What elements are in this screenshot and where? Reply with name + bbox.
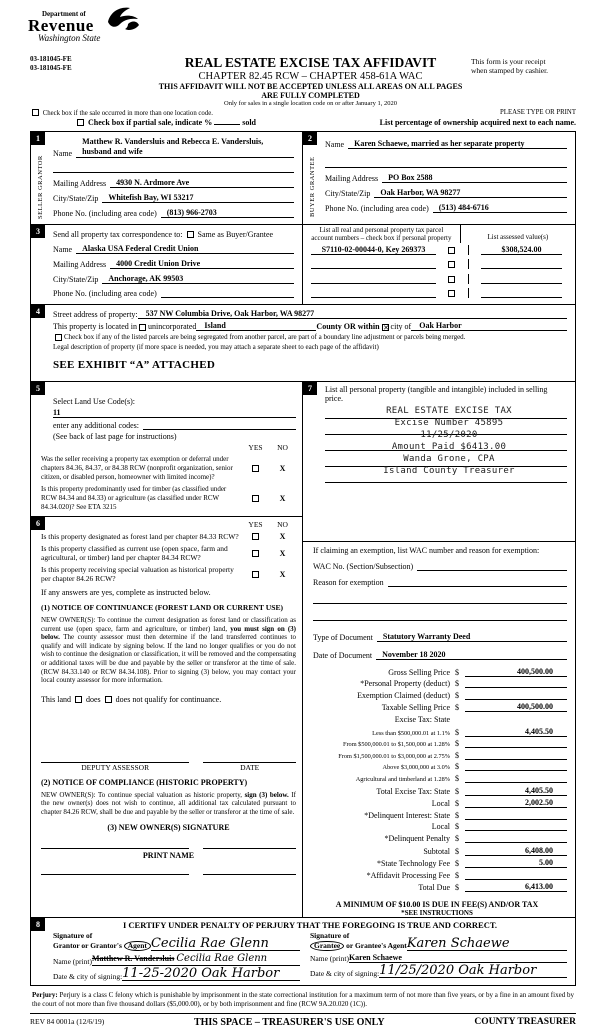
buyer-phone-label: Phone No. (including area code) xyxy=(325,204,429,213)
title-block xyxy=(150,55,471,107)
seller-extra-line[interactable] xyxy=(53,164,294,173)
section-buyer xyxy=(303,132,575,224)
stamp-line: Island County Treasurer xyxy=(383,466,515,476)
stamp-line: Amount Paid $6413.00 xyxy=(391,442,507,452)
yes-header: YES xyxy=(248,520,263,529)
stamp-line: Wanda Grone, CPA xyxy=(403,454,495,464)
money-row: Taxable Selling Price $ 400,500.00 xyxy=(307,702,567,712)
tier3-tax-field[interactable] xyxy=(465,751,567,760)
partial-sale-sold-label: sold xyxy=(242,118,257,127)
total-excise-state-field[interactable]: 4,405.50 xyxy=(465,786,567,796)
grantor-sig-label-2: Grantor or Grantor's xyxy=(53,940,122,950)
county-field[interactable]: Island xyxy=(196,321,316,331)
exemption-reason-line-2[interactable] xyxy=(313,595,567,604)
corr-address-label: Mailing Address xyxy=(53,260,107,269)
money-row: Total Due $ 6,413.00 xyxy=(307,882,567,892)
s6-q1-yes-checkbox[interactable] xyxy=(252,533,259,540)
grantee-circled: Grantee xyxy=(310,941,344,952)
parcel-row xyxy=(303,288,575,298)
right-column xyxy=(303,382,575,917)
section-8-badge: 8 xyxy=(31,918,45,931)
city-of-checkbox[interactable] xyxy=(382,324,389,331)
section-property-location xyxy=(31,304,575,381)
no-header: NO xyxy=(277,443,288,452)
date-label: DATE xyxy=(240,762,260,772)
stamp-line: 11/25/2020 xyxy=(420,430,478,440)
no-header: NO xyxy=(277,520,288,529)
form-number-1: 03-181045-FE xyxy=(30,55,72,63)
document-date-field[interactable]: November 18 2020 xyxy=(376,650,567,660)
grantor-date-handwriting: 11-25-2020 Oak Harbor xyxy=(122,966,280,982)
question-row xyxy=(41,544,296,562)
county-treasurer-label: COUNTY TREASURER xyxy=(474,1016,576,1027)
partial-sale-row xyxy=(0,117,600,129)
exemption-note: If claiming an exemption, list WAC number and reason for exemption: xyxy=(313,546,540,555)
land-use-select-label: Select Land Use Code(s): xyxy=(53,397,135,406)
question-row xyxy=(41,532,296,541)
wac-number-field[interactable] xyxy=(417,562,567,571)
parcel-number-field[interactable]: S7110-02-00044-0, Key 269373 xyxy=(311,245,436,255)
subtotal-field[interactable]: 6,408.00 xyxy=(465,846,567,856)
form-revision-number: REV 84 0001a (12/6/19) xyxy=(30,1016,105,1026)
corr-phone-label: Phone No. (including area code) xyxy=(53,289,157,298)
send-correspondence-label: Send all property tax correspondence to: xyxy=(53,230,183,239)
section-2-badge: 2 xyxy=(303,132,317,145)
corr-phone-field[interactable] xyxy=(161,289,294,298)
taxable-selling-price-field[interactable]: 400,500.00 xyxy=(465,702,567,712)
seller-csz-label: City/State/Zip xyxy=(53,194,99,203)
question-row xyxy=(41,485,296,512)
parcel-number-field[interactable] xyxy=(311,259,436,269)
partial-sale-checkbox[interactable] xyxy=(77,119,84,126)
dor-logo xyxy=(28,10,100,43)
only-note: Only for sales in a single location code on or after January 1, 2020 xyxy=(224,100,397,107)
section-tax-correspondence xyxy=(31,225,303,304)
notice-compliance-title: (2) NOTICE OF COMPLIANCE (HISTORIC PROPERTY) xyxy=(41,777,248,787)
does-not-label: does not qualify for continuance. xyxy=(115,694,222,704)
section-7-badge: 7 xyxy=(303,382,317,395)
print-name-label: PRINT NAME xyxy=(142,850,195,860)
segregated-checkbox[interactable] xyxy=(55,334,62,341)
s6-q2-yes-checkbox[interactable] xyxy=(252,550,259,557)
buyer-phone-field[interactable]: (513) 484-6716 xyxy=(433,203,567,213)
corr-name-field[interactable]: Alaska USA Federal Credit Union xyxy=(76,244,294,254)
grantor-date-line[interactable] xyxy=(122,968,300,981)
total-due-field[interactable]: 6,413.00 xyxy=(465,882,567,892)
delinquent-penalty-field[interactable] xyxy=(465,834,567,843)
grantee-signature-block xyxy=(310,930,567,981)
seller-address-label: Mailing Address xyxy=(53,179,107,188)
parcel-header-left: List all real and personal property tax parcel account numbers – check box if personal property xyxy=(303,225,461,243)
seller-name-field[interactable] xyxy=(76,137,294,158)
new-owner-signature-line-1[interactable] xyxy=(41,848,189,849)
section-1-badge: 1 xyxy=(31,132,45,145)
form-body xyxy=(30,131,576,986)
see-back-note: (See back of last page for instructions) xyxy=(53,432,177,441)
money-row: Subtotal $ 6,408.00 xyxy=(307,846,567,856)
grantee-date-line[interactable] xyxy=(379,965,567,978)
personal-property-label: List all personal property (tangible and intangible) included in selling price. xyxy=(325,385,548,403)
exemption-reason-label: Reason for exemption xyxy=(313,578,384,587)
s6-q1-text: Is this property designated as forest land per chapter 84.33 RCW? xyxy=(41,532,239,541)
buyer-extra-line[interactable] xyxy=(325,159,567,168)
left-column xyxy=(31,382,303,917)
this-land-label: This land xyxy=(41,694,71,704)
treasurer-stamp-area xyxy=(325,403,567,511)
see-instructions-note: *SEE INSTRUCTIONS xyxy=(401,909,473,918)
multi-location-label: Check box if the sale occurred in more than one location code. xyxy=(42,110,213,117)
exemption-reason-line-3[interactable] xyxy=(313,612,567,621)
seller-phone-field[interactable]: (813) 966-2703 xyxy=(161,208,294,218)
street-address-label: Street address of property: xyxy=(53,310,138,319)
buyer-csz-field[interactable]: Oak Harbor, WA 98277 xyxy=(374,188,567,198)
money-row: Gross Selling Price $ 400,500.00 xyxy=(307,667,567,677)
if-any-yes-note: If any answers are yes, complete as instructed below. xyxy=(41,588,211,597)
parcel-number-field[interactable] xyxy=(311,288,436,298)
notice-continuance-title: (1) NOTICE OF CONTINUANCE (FOREST LAND OR CURRENT USE) xyxy=(41,603,284,612)
receipt-note-line1: This form is your receipt xyxy=(471,57,546,66)
warning-text: THIS AFFIDAVIT WILL NOT BE ACCEPTED UNLESS ALL AREAS ON ALL PAGES ARE FULLY COMPLETED xyxy=(158,82,463,100)
money-row: Exemption Claimed (deduct) $ xyxy=(307,691,567,700)
grantee-date-label: Date & city of signing: xyxy=(310,968,380,978)
does-qualify-checkbox[interactable] xyxy=(75,696,82,703)
stamp-line: Excise Number 45895 xyxy=(394,418,504,428)
corr-address-field[interactable]: 4000 Credit Union Drive xyxy=(110,259,294,269)
money-row: Local $ 2,002.50 xyxy=(307,798,567,808)
agricultural-tax-field[interactable] xyxy=(465,774,567,783)
does-label: does xyxy=(86,694,101,704)
money-row: Above $3,000,000 at 3.0% $ xyxy=(307,762,567,771)
section-forest-land xyxy=(31,517,302,879)
money-row: *Personal Property (deduct) $ xyxy=(307,679,567,688)
buyer-name-field[interactable]: Karen Schaewe, married as her separate property xyxy=(348,139,567,149)
treasurer-use-only-label: THIS SPACE – TREASURER'S USE ONLY xyxy=(193,1016,385,1028)
section-seller xyxy=(31,132,303,224)
section-1-2 xyxy=(31,132,575,224)
s5-q1-text: Was the seller receiving a property tax exemption or deferral under chapters 84.36, 84.37, or 84.38 RCW (nonprofit organization, senior citizen, or disabled person, homeowner with limited income)? xyxy=(41,455,233,481)
deputy-assessor-label: DEPUTY ASSESSOR xyxy=(81,762,150,772)
personal-property-deduct-field[interactable] xyxy=(465,679,567,688)
section-personal-property xyxy=(303,382,575,542)
parcel-personal-checkbox[interactable] xyxy=(448,290,455,297)
assessed-value-field[interactable] xyxy=(481,288,563,298)
parcel-number-field[interactable] xyxy=(311,274,436,284)
parcel-personal-checkbox[interactable] xyxy=(448,247,455,254)
s6-q3-yes-checkbox[interactable] xyxy=(252,571,259,578)
page-title: REAL ESTATE EXCISE TAX AFFIDAVIT xyxy=(184,55,437,70)
grantee-signature-handwriting: Karen Schaewe xyxy=(406,936,510,952)
grantee-signature-line[interactable] xyxy=(407,938,567,951)
s6-q1-no-answer: X xyxy=(279,532,286,541)
tier4-tax-field[interactable] xyxy=(465,762,567,771)
section-4-badge: 4 xyxy=(31,305,45,318)
receipt-note-line2: when stamped by cashier. xyxy=(471,66,549,75)
buyer-address-field[interactable]: PO Box 2588 xyxy=(382,173,567,183)
grantor-signature-block xyxy=(53,930,310,981)
page-subtitle: CHAPTER 82.45 RCW – CHAPTER 458-61A WAC xyxy=(198,71,423,82)
document-type-field[interactable]: Statutory Warranty Deed xyxy=(377,632,567,642)
grantor-name-typed: Matthew R. Vandersluis xyxy=(91,954,175,964)
footer-row xyxy=(30,1017,576,1028)
exhibit-attached-text: SEE EXHIBIT “A” ATTACHED xyxy=(53,359,216,371)
assessed-value-field[interactable]: $308,524.00 xyxy=(481,245,563,255)
parcel-row xyxy=(303,274,575,284)
buyer-grantee-side-label: BUYER GRANTEE xyxy=(309,156,316,218)
does-not-qualify-checkbox[interactable] xyxy=(105,696,112,703)
money-row: From $1,500,000.01 to $3,000,000 at 2.75% $ xyxy=(307,751,567,760)
money-row: Less than $500,000.01 at 1.1% $ 4,405.50 xyxy=(307,727,567,737)
seller-grantor-side-label: SELLER GRANTOR xyxy=(37,155,44,219)
parcel-table xyxy=(303,225,575,304)
money-row: Total Excise Tax: State $ 4,405.50 xyxy=(307,786,567,796)
affidavit-processing-fee-field[interactable] xyxy=(465,871,567,880)
parcel-row xyxy=(303,245,575,255)
unincorporated-label: unincorporated xyxy=(147,322,197,331)
minimum-due-note: A MINIMUM OF $10.00 IS DUE IN FEE(S) AND/OR TAX xyxy=(335,900,539,910)
s6-q3-no-answer: X xyxy=(279,569,286,579)
excise-tax-state-header: Excise Tax: State xyxy=(394,714,450,724)
money-row: Agricultural and timberland at 1.28% $ xyxy=(307,774,567,783)
grantor-name-print-label: Name (print) xyxy=(53,956,92,966)
section-3-row xyxy=(31,224,575,304)
s5-q2-no-answer: X xyxy=(279,494,286,503)
same-as-buyer-checkbox[interactable] xyxy=(187,231,194,238)
grantor-name-handwriting: Cecilia Rae Glenn xyxy=(176,953,268,965)
exemption-reason-field[interactable] xyxy=(388,578,567,587)
grantor-date-label: Date & city of signing: xyxy=(53,971,123,981)
section-6-badge: 6 xyxy=(31,517,45,530)
assessed-value-field[interactable] xyxy=(481,274,563,284)
land-use-code-field[interactable]: 11 xyxy=(53,408,296,418)
please-type-label: PLEASE TYPE OR PRINT xyxy=(500,109,576,116)
perjury-bold: Perjury: xyxy=(32,991,58,1000)
buyer-csz-label: City/State/Zip xyxy=(325,189,371,198)
notice-continuance-paragraph: NEW OWNER(S): To continue the current designation as forest land or classification as current use (open space, farm and agriculture, or timber) land, you must sign on (3) below. The county assessor must then determine if the land transferred continues to qualify and will indicate by signing below. If the land no longer qualifies or you do not wish to continue the designation or classification, it will be removed and the compensating or additional taxes will be due and payable by the seller or transferor at the time of sale. (RCW 84.33.140 or RCW 84.34.108). Prior to signing (3) below, you may contact your local county assessor for more information. xyxy=(41,616,296,685)
wac-number-label: WAC No. (Section/Subsection) xyxy=(313,562,414,571)
grantee-date-handwriting: 11/25/2020 Oak Harbor xyxy=(379,963,537,979)
multi-location-row xyxy=(0,107,600,117)
form-numbers xyxy=(30,55,150,107)
state-technology-fee-field[interactable]: 5.00 xyxy=(465,858,567,868)
money-row: *Affidavit Processing Fee $ xyxy=(307,871,567,880)
partial-sale-percent-field[interactable] xyxy=(214,124,240,125)
buyer-address-label: Mailing Address xyxy=(325,174,379,183)
s5-q1-yes-checkbox[interactable] xyxy=(252,465,259,472)
multi-location-checkbox[interactable] xyxy=(32,109,39,116)
new-owner-signature-line-2[interactable] xyxy=(203,848,296,849)
grantor-signature-line[interactable] xyxy=(151,938,300,951)
dor-swoosh-icon xyxy=(106,6,140,34)
same-as-buyer-label: Same as Buyer/Grantee xyxy=(197,230,274,239)
document-date-label: Date of Document xyxy=(313,651,373,660)
receipt-note xyxy=(471,55,576,107)
street-address-field[interactable]: 537 NW Columbia Drive, Oak Harbor, WA 98277 xyxy=(138,309,567,319)
s6-q2-no-answer: X xyxy=(279,548,286,558)
partial-sale-label: Check box if partial sale, indicate % xyxy=(88,118,213,127)
section-land-use xyxy=(31,382,302,517)
logo-dept-text: Department of xyxy=(42,10,86,18)
money-row: *State Technology Fee $ 5.00 xyxy=(307,858,567,868)
assessed-value-field[interactable] xyxy=(481,259,563,269)
grantee-name-print-line[interactable] xyxy=(349,953,567,963)
corr-name-label: Name xyxy=(53,245,73,254)
notice-compliance-paragraph: NEW OWNER(S): To continue special valuation as historic property, sign (3) below. If the new owner(s) does not wish to continue, all additional tax calculated pursuant to chapter 84.26 RCW, shall be due and payable by the seller or transferor at the time of sale. xyxy=(41,790,296,816)
seller-name-line1: Matthew R. Vandersluis and Rebecca E. Vandersluis, xyxy=(82,137,264,146)
city-of-label: city of xyxy=(390,322,412,331)
seller-address-field[interactable]: 4930 N. Ardmore Ave xyxy=(110,178,294,188)
form-number-2: 03-181045-FE xyxy=(30,64,72,72)
grantor-signature-handwriting: Cecilia Rae Glenn xyxy=(150,936,269,952)
certify-statement: I CERTIFY UNDER PENALTY OF PERJURY THAT THE FOREGOING IS TRUE AND CORRECT. xyxy=(122,920,497,931)
parcel-header-right: List assessed value(s) xyxy=(487,233,549,241)
grantee-sig-label-1: Signature of xyxy=(310,931,350,941)
grantee-sig-label-2: or Grantee's Agent xyxy=(346,940,407,950)
excise-tax-stamp xyxy=(335,405,563,477)
s6-q2-text: Is this property classified as current use (open space, farm and agricultural, or timber) land per chapter 84.34 RCW? xyxy=(41,544,228,562)
corr-csz-field[interactable]: Anchorage, AK 99503 xyxy=(102,274,294,284)
s5-q1-no-answer: X xyxy=(279,464,286,473)
question-row xyxy=(41,565,296,583)
corr-csz-label: City/State/Zip xyxy=(53,275,99,284)
new-owner-signature-title: (3) NEW OWNER(S) SIGNATURE xyxy=(107,822,230,832)
segregated-label: Check box if any of the listed parcels are being segregated from another parcel, are part of a boundary line adjustment or parcels being merged. xyxy=(64,333,466,341)
continuance-qualify-row xyxy=(41,695,296,704)
additional-codes-label: enter any additional codes: xyxy=(53,421,139,430)
delinquent-interest-state-field[interactable] xyxy=(465,811,567,820)
money-row: *Delinquent Penalty $ xyxy=(307,834,567,843)
question-row xyxy=(41,455,296,482)
logo-state-text: Washington State xyxy=(38,33,101,43)
grantee-name-print-label: Name (print) xyxy=(310,953,349,963)
total-excise-local-field[interactable]: 2,002.50 xyxy=(465,798,567,808)
section-certification xyxy=(31,917,575,985)
exemption-block xyxy=(303,542,575,627)
lower-columns xyxy=(31,381,575,917)
s5-q2-text: Is this property predominantly used for timber (as classified under RCW 84.34 and 84.33) or agriculture (as classified under RCW 84.34.020)? See ETA 3215 xyxy=(41,485,227,511)
tier1-tax-field[interactable]: 4,405.50 xyxy=(465,727,567,737)
perjury-text: Perjury is a class C felony which is punishable by imprisonment in the state correctional institution for a maximum term of not more than five years, or by a fine in an amount fixed by the court of not more than five thousand dollars ($5,000.00), or by both imprisonment and fine (RCW 9A.20.020 (1C)). xyxy=(32,991,574,1009)
exemption-claimed-field[interactable] xyxy=(465,691,567,700)
perjury-notice xyxy=(30,989,576,1014)
city-field[interactable]: Oak Harbor xyxy=(411,321,567,331)
yes-header: YES xyxy=(248,443,263,452)
money-row: Local $ xyxy=(307,822,567,831)
buyer-name-label: Name xyxy=(325,140,345,149)
grantee-name-print: Karen Schaewe xyxy=(348,953,402,963)
legal-description-label: Legal description of property (if more space is needed, you may attach a separate sheet to each page of the affidavit) xyxy=(53,343,379,351)
logo-revenue-text: Revenue xyxy=(28,16,94,35)
seller-name-label: Name xyxy=(53,149,73,158)
county-or-within-label: County OR within xyxy=(316,322,380,331)
new-owner-signature-lines xyxy=(41,848,296,849)
grantor-agent-circled: Agent xyxy=(124,941,151,952)
parcel-personal-checkbox[interactable] xyxy=(448,276,455,283)
located-in-label: This property is located in xyxy=(53,322,137,331)
print-name-line-1[interactable] xyxy=(41,874,189,875)
print-name-lines xyxy=(41,874,296,875)
section-5-badge: 5 xyxy=(31,382,45,395)
seller-csz-field[interactable]: Whitefish Bay, WI 53217 xyxy=(102,193,294,203)
tier2-tax-field[interactable] xyxy=(465,739,567,748)
document-type-label: Type of Document xyxy=(313,633,373,642)
gross-selling-price-field[interactable]: 400,500.00 xyxy=(465,667,567,677)
print-name-line-2[interactable] xyxy=(203,874,296,875)
s5-q2-yes-checkbox[interactable] xyxy=(252,495,259,502)
seller-name-line2: husband and wife xyxy=(82,147,143,156)
money-row: *Delinquent Interest: State $ xyxy=(307,811,567,820)
parcel-row xyxy=(303,259,575,269)
document-type-row xyxy=(303,627,575,660)
seller-phone-label: Phone No. (including area code) xyxy=(53,209,157,218)
s6-q3-text: Is this property receiving special valuation as historical property per chapter 84.26 RCW? xyxy=(41,565,234,583)
ownership-note: List percentage of ownership acquired next to each name. xyxy=(379,118,576,127)
money-row: From $500,000.01 to $1,500,000 at 1.28% $ xyxy=(307,739,567,748)
parcel-personal-checkbox[interactable] xyxy=(448,261,455,268)
excise-tax-calculation xyxy=(303,660,575,917)
delinquent-interest-local-field[interactable] xyxy=(465,822,567,831)
grantor-sig-label-1: Signature of xyxy=(53,931,93,941)
unincorporated-checkbox[interactable] xyxy=(139,324,146,331)
section-3-badge: 3 xyxy=(31,225,45,238)
stamp-line: REAL ESTATE EXCISE TAX xyxy=(386,406,512,416)
grantor-name-print-line[interactable] xyxy=(92,953,300,966)
additional-codes-field[interactable] xyxy=(143,421,296,430)
